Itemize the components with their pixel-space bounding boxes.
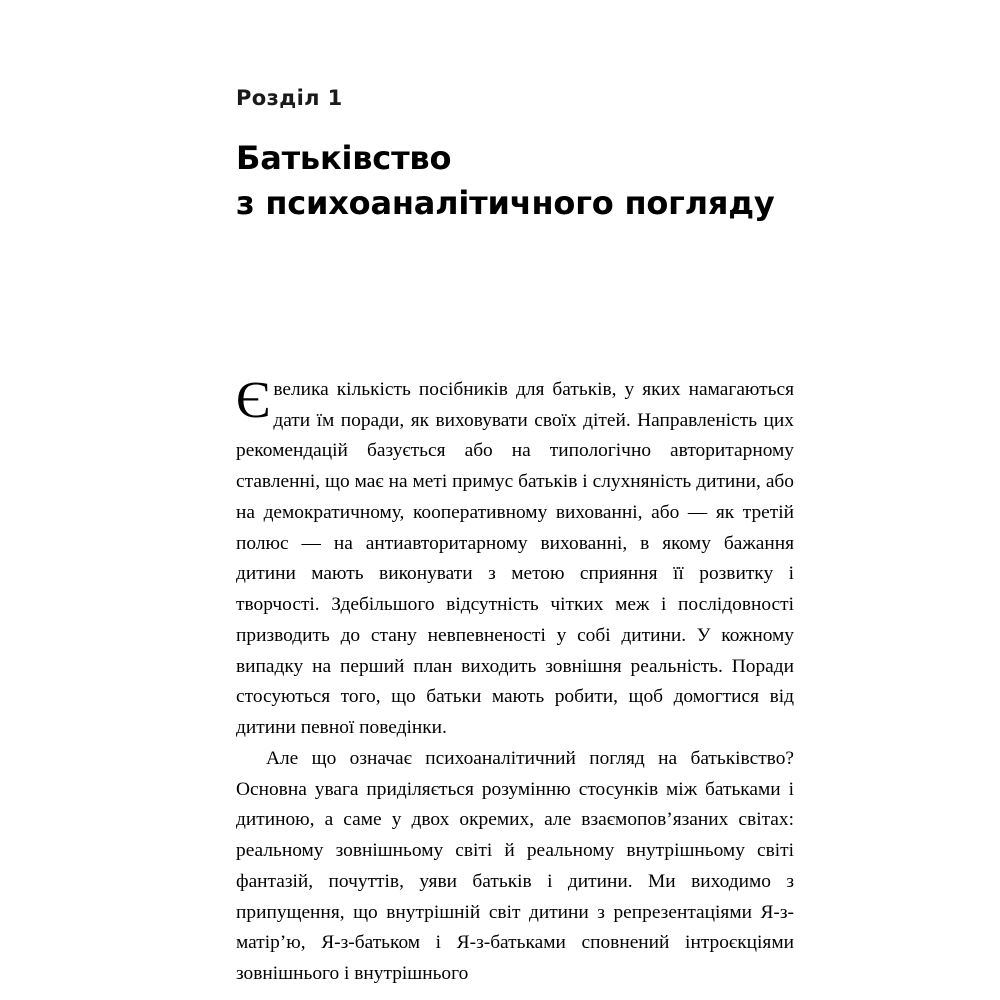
paragraph-2: Але що означає психоаналітичний погляд на батьківство? Основна увага приділяється розумінню стосунків між батьками і дитиною, а саме у двох окремих, але взаємопов’язаних світах: реальному зовнішньому світі й реальному внутрішньому світі фантазій, почуттів, уяви батьків і дитини. Ми виходимо з припущення, що внутрішній світ дитини з репрезентаціями Я-з-матір’ю, Я-з-батьком і Я-з-батьками сповнений інтроєкціями зовнішнього і внутрішнього [236,747,794,985]
paragraph-1 [236,371,794,744]
page-content [236,86,794,990]
chapter-label: Розділ 1 [236,86,343,110]
paragraph-1-text: велика кількість посібників для батьків, у яких намагаються дати їм поради, як виховувати своїх дітей. Направленість цих рекомендацій базується або на типологічно авторитарному ставленні, що має на меті примус батьків і слухняність дитини, або на демократичному, кооперативному вихованні, або — як третій полюс — на антиавторитарному вихованні, в якому бажання дитини мають виконувати з метою сприяння її розвитку і творчості. Здебільшого відсутність чітких меж і послідовності призводить до стану невпевненості у собі дитини. У кожному випадку на перший план виходить зовнішня реальність. Поради стосуються того, що батьки мають робити, щоб домогтися від дитини певної поведінки. [236,378,794,739]
chapter-title-line-2: з психоаналітичного погляду [236,184,775,223]
body-text [236,371,794,990]
drop-cap: Є [236,371,271,429]
page-title [236,136,794,227]
chapter-title-line-1: Батьківство [236,139,452,177]
